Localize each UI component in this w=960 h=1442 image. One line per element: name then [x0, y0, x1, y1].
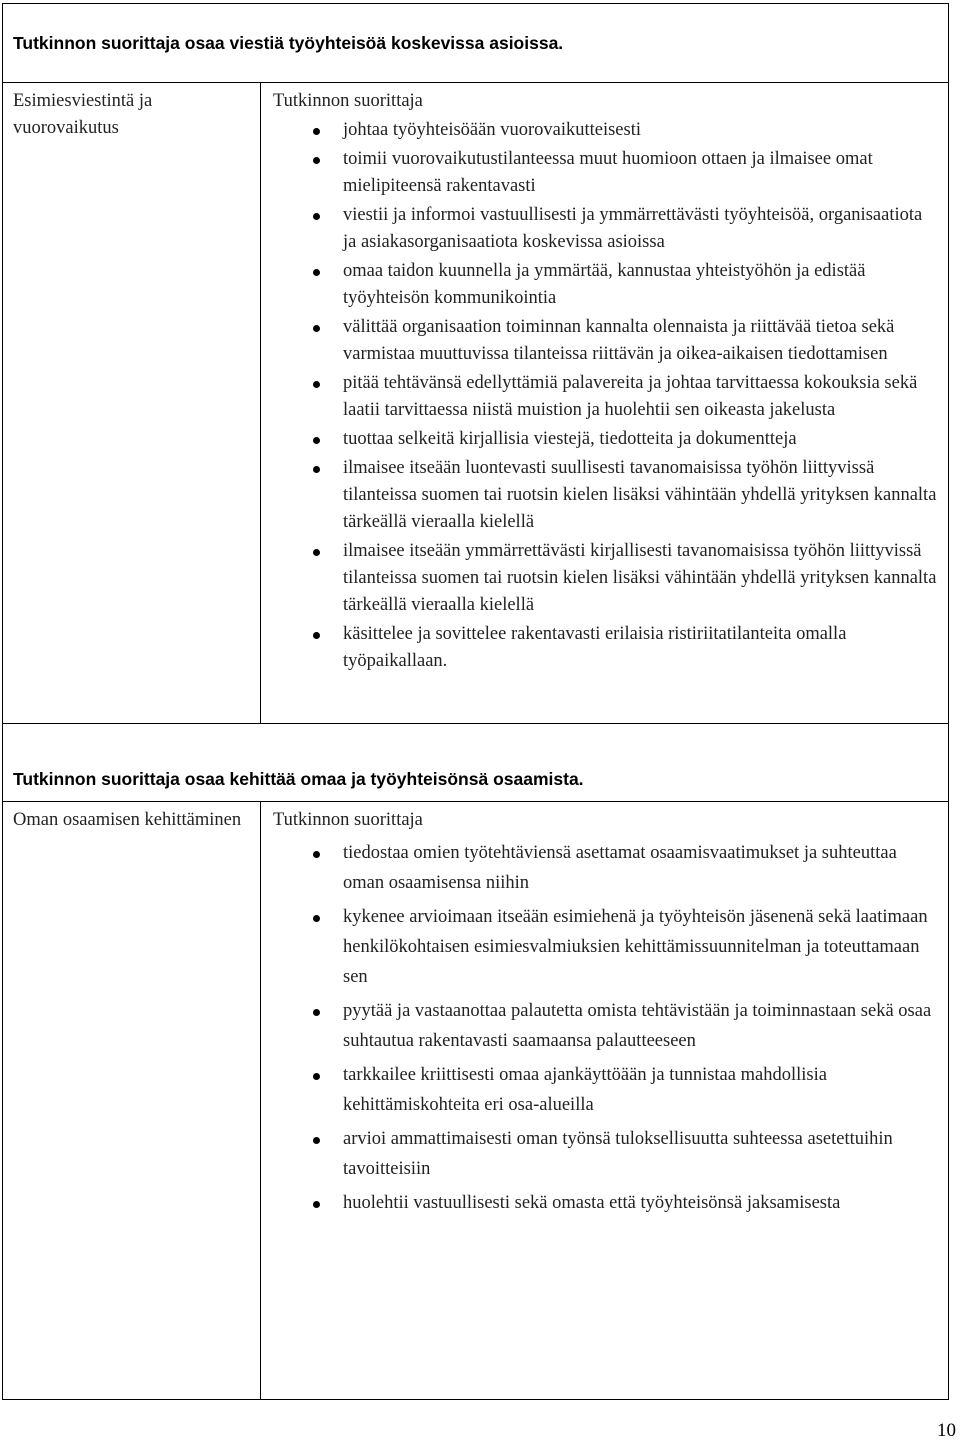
list-item: tiedostaa omien työtehtäviensä asettamat osaamisvaatimukset ja suhteuttaa oman osaamisensa niihin — [273, 838, 938, 898]
list-item: kykenee arvioimaan itseään esimiehenä ja työyhteisön jäsenenä sekä laatimaan henkilökohtaisen esimiesvalmiuksien kehittämissuunnitelman ja toteuttamaan sen — [273, 902, 938, 992]
section-2-criteria — [261, 802, 948, 1399]
list-item: tarkkailee kriittisesti omaa ajankäyttöään ja tunnistaa mahdollisia kehittämiskohteita eri osa-alueilla — [273, 1060, 938, 1120]
section-2-intro: Tutkinnon suorittaja — [273, 810, 423, 830]
section-1-intro: Tutkinnon suorittaja — [273, 91, 423, 111]
section-1-list — [273, 117, 938, 675]
list-item: pyytää ja vastaanottaa palautetta omista tehtävistään ja toiminnastaan sekä osaa suhtautua rakentavasti saamaansa palautteeseen — [273, 996, 938, 1056]
section-1-row — [3, 83, 948, 724]
section-2-list — [273, 838, 938, 1218]
list-item: ilmaisee itseään luontevasti suullisesti tavanomaisissa työhön liittyvissä tilanteissa suomen tai ruotsin kielen lisäksi vähintään yhdellä yrityksen kannalta tärkeällä vieraalla kielellä — [273, 455, 938, 536]
list-item: toimii vuorovaikutustilanteessa muut huomioon ottaen ja ilmaisee omat mielipiteensä rakentavasti — [273, 146, 938, 200]
list-item: omaa taidon kuunnella ja ymmärtää, kannustaa yhteistyöhön ja edistää työyhteisön kommunikointia — [273, 258, 938, 312]
list-item: ilmaisee itseään ymmärrettävästi kirjallisesti tavanomaisissa työhön liittyvissä tilanteissa suomen tai ruotsin kielen lisäksi vähintään yhdellä yrityksen kannalta tärkeällä vieraalla kielellä — [273, 538, 938, 619]
list-item: pitää tehtävänsä edellyttämiä palavereita ja johtaa tarvittaessa kokouksia sekä laatii tarvittaessa niistä muistion ja huolehtii sen oikeasta jakelusta — [273, 370, 938, 424]
list-item: tuottaa selkeitä kirjallisia viestejä, tiedotteita ja dokumentteja — [273, 426, 938, 453]
list-item: viestii ja informoi vastuullisesti ja ymmärrettävästi työyhteisöä, organisaatiota ja asiakasorganisaatiota koskevissa asioissa — [273, 202, 938, 256]
competence-table — [2, 3, 949, 1400]
list-item: johtaa työyhteisöään vuorovaikutteisesti — [273, 117, 938, 144]
list-item: käsittelee ja sovittelee rakentavasti erilaisia ristiriitatilanteita omalla työpaikallaan. — [273, 621, 938, 675]
section-1-topic: Esimiesviestintä ja vuorovaikutus — [3, 83, 261, 723]
section-1-heading: Tutkinnon suorittaja osaa viestiä työyhteisöä koskevissa asioissa. — [3, 4, 948, 83]
page-number: 10 — [937, 1420, 956, 1441]
section-2-heading: Tutkinnon suorittaja osaa kehittää omaa ja työyhteisönsä osaamista. — [3, 724, 948, 802]
section-1-criteria — [261, 83, 948, 723]
section-2-topic: Oman osaamisen kehittäminen — [3, 802, 261, 1399]
list-item: välittää organisaation toiminnan kannalta olennaista ja riittävää tietoa sekä varmistaa muuttuvissa tilanteissa riittävän ja oikea-aikaisen tiedottamisen — [273, 314, 938, 368]
list-item: arvioi ammattimaisesti oman työnsä tuloksellisuutta suhteessa asetettuihin tavoitteisiin — [273, 1124, 938, 1184]
section-2-row — [3, 802, 948, 1400]
list-item: huolehtii vastuullisesti sekä omasta että työyhteisönsä jaksamisesta — [273, 1188, 938, 1218]
